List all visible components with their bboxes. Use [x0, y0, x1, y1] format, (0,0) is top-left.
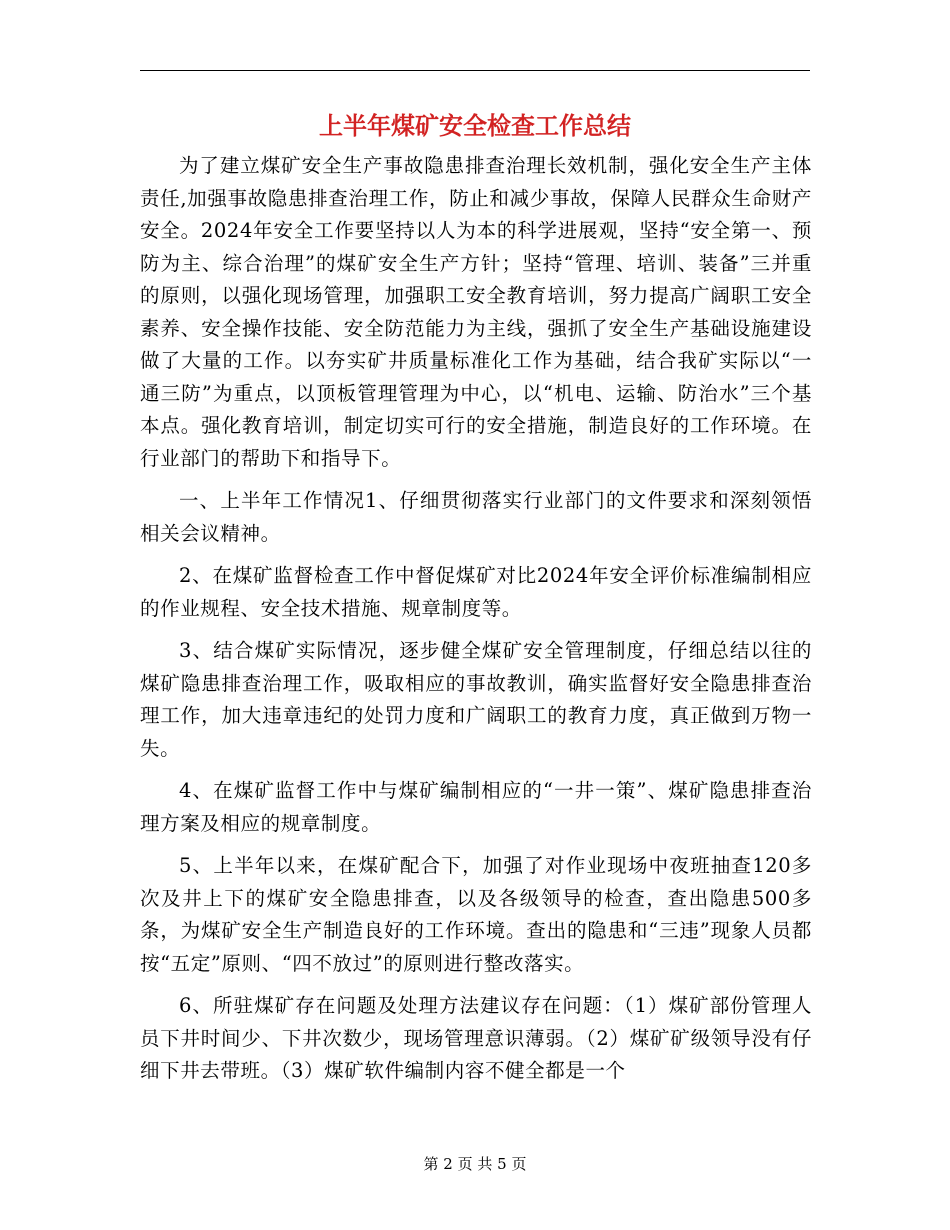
- paragraph-item-4: 4、在煤矿监督工作中与煤矿编制相应的“一井一策”、煤矿隐患排查治理方案及相应的规章制度。: [140, 779, 812, 835]
- document-title: 上半年煤矿安全检查工作总结: [319, 112, 631, 140]
- paragraph-item-5: 5、上半年以来，在煤矿配合下，加强了对作业现场中夜班抽查120多次及井上下的煤矿安全隐患排查，以及各级领导的检查，查出隐患500多条，为煤矿安全生产制造良好的工作环境。查出的隐患和“三违”现象人员都按“五定”原则、“四不放过”的原则进行整改落实。: [140, 854, 812, 975]
- document-body: [140, 150, 812, 1098]
- page-footer: 第 2 页 共 5 页: [423, 1155, 527, 1173]
- paragraph-item-2: 2、在煤矿监督检查工作中督促煤矿对比2024年安全评价标准编制相应的作业规程、安全技术措施、规章制度等。: [140, 564, 812, 620]
- header-rule: [140, 70, 810, 71]
- paragraph-item-3: 3、结合煤矿实际情况，逐步健全煤矿安全管理制度，仔细总结以往的煤矿隐患排查治理工作，吸取相应的事故教训，确实监督好安全隐患排查治理工作，加大违章违纪的处罚力度和广阔职工的教育力度，真正做到万物一失。: [140, 639, 812, 760]
- paragraph-intro: 为了建立煤矿安全生产事故隐患排查治理长效机制，强化安全生产主体责任,加强事故隐患排查治理工作，防止和减少事故，保障人民群众生命财产安全。2024年安全工作要坚持以人为本的科学进展观，坚持“安全第一、预防为主、综合治理”的煤矿安全生产方针；坚持“管理、培训、装备”三并重的原则，以强化现场管理，加强职工安全教育培训，努力提高广阔职工安全素养、安全操作技能、安全防范能力为主线，强抓了安全生产基础设施建设做了大量的工作。以夯实矿井质量标准化工作为基础，结合我矿实际以“一通三防”为重点，以顶板管理管理为中心，以“机电、运输、防治水”三个基本点。强化教育培训，制定切实可行的安全措施，制造良好的工作环境。在行业部门的帮助下和指导下。: [140, 154, 812, 470]
- paragraph-section-1: 一、上半年工作情况1、仔细贯彻落实行业部门的文件要求和深刻领悟相关会议精神。: [140, 489, 812, 545]
- paragraph-item-6: 6、所驻煤矿存在问题及处理方法建议存在问题：（1）煤矿部份管理人员下井时间少、下井次数少，现场管理意识薄弱。（2）煤矿矿级领导没有仔细下井去带班。（3）煤矿软件编制内容不健全都是一个: [140, 994, 812, 1082]
